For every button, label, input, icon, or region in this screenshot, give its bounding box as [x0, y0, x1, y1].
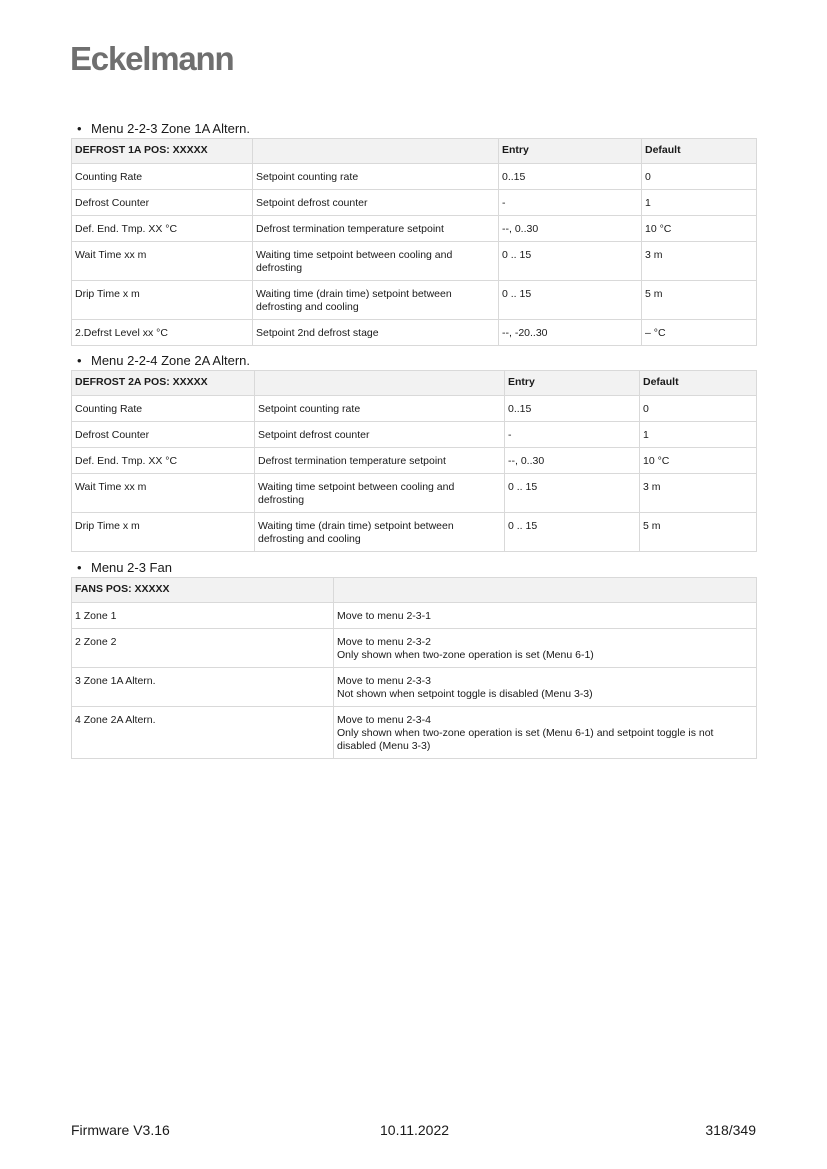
table-cell: Defrost termination temperature setpoint	[253, 216, 499, 242]
table-cell: Wait Time xx m	[72, 242, 253, 281]
table-row	[72, 422, 757, 448]
section-zone-2a	[71, 352, 756, 552]
table-cell: 0	[640, 396, 757, 422]
table-cell: Setpoint defrost counter	[255, 422, 505, 448]
table-cell: 5 m	[642, 281, 757, 320]
table-cell: Setpoint counting rate	[255, 396, 505, 422]
table-cell: Move to menu 2-3-2 Only shown when two-zone operation is set (Menu 6-1)	[334, 629, 757, 668]
table-cell: 3 m	[642, 242, 757, 281]
bullet-icon: •	[77, 353, 82, 368]
table-row	[72, 603, 757, 629]
table-row	[72, 668, 757, 707]
footer-firmware: Firmware V3.16	[71, 1122, 170, 1138]
table-row	[72, 242, 757, 281]
table-cell: Defrost Counter	[72, 422, 255, 448]
table-cell: 5 m	[640, 513, 757, 552]
table-row	[72, 396, 757, 422]
table-header-row	[72, 578, 757, 603]
section-title: Menu 2-2-4 Zone 2A Altern.	[91, 353, 250, 368]
table-cell: -	[499, 190, 642, 216]
table-cell: Counting Rate	[72, 164, 253, 190]
table-cell: Defrost termination temperature setpoint	[255, 448, 505, 474]
table-cell: Defrost Counter	[72, 190, 253, 216]
table-row	[72, 320, 757, 346]
section-heading	[77, 120, 756, 138]
bullet-icon: •	[77, 560, 82, 575]
table-cell: 10 °C	[642, 216, 757, 242]
table-cell: Waiting time setpoint between cooling and defrosting	[253, 242, 499, 281]
table-cell: 0 .. 15	[505, 513, 640, 552]
header-cell: DEFROST 1A POS: XXXXX	[72, 139, 253, 164]
table-cell: Waiting time setpoint between cooling and defrosting	[255, 474, 505, 513]
table-cell: Def. End. Tmp. XX °C	[72, 448, 255, 474]
table-cell: --, 0..30	[499, 216, 642, 242]
section-heading	[77, 352, 756, 370]
table-cell: Counting Rate	[72, 396, 255, 422]
table-cell: Setpoint 2nd defrost stage	[253, 320, 499, 346]
fans-table	[71, 577, 757, 759]
section-title: Menu 2-2-3 Zone 1A Altern.	[91, 121, 250, 136]
table-cell: -	[505, 422, 640, 448]
table-cell: Waiting time (drain time) setpoint between defrosting and cooling	[253, 281, 499, 320]
defrost-1a-table	[71, 138, 757, 346]
section-title: Menu 2-3 Fan	[91, 560, 172, 575]
table-cell: 1	[642, 190, 757, 216]
table-row	[72, 707, 757, 759]
table-cell: --, -20..30	[499, 320, 642, 346]
header-cell: DEFROST 2A POS: XXXXX	[72, 371, 255, 396]
footer-date: 10.11.2022	[380, 1122, 450, 1138]
bullet-icon: •	[77, 121, 82, 136]
table-header-row	[72, 371, 757, 396]
defrost-2a-table	[71, 370, 757, 552]
table-row	[72, 190, 757, 216]
header-cell	[334, 578, 757, 603]
section-fan	[71, 559, 756, 759]
section-zone-1a	[71, 120, 756, 346]
table-cell: Move to menu 2-3-3 Not shown when setpoint toggle is disabled (Menu 3-3)	[334, 668, 757, 707]
header-cell: Entry	[505, 371, 640, 396]
table-cell: Drip Time x m	[72, 513, 255, 552]
table-cell: 0..15	[505, 396, 640, 422]
header-cell	[255, 371, 505, 396]
table-row	[72, 448, 757, 474]
header-cell: Entry	[499, 139, 642, 164]
table-cell: Wait Time xx m	[72, 474, 255, 513]
table-cell: 0 .. 15	[505, 474, 640, 513]
company-logo: Eckelmann	[70, 40, 234, 77]
table-cell: Waiting time (drain time) setpoint between defrosting and cooling	[255, 513, 505, 552]
header-cell: Default	[642, 139, 757, 164]
table-row	[72, 474, 757, 513]
table-cell: 2 Zone 2	[72, 629, 334, 668]
table-cell: 3 Zone 1A Altern.	[72, 668, 334, 707]
table-row	[72, 164, 757, 190]
table-cell: 0 .. 15	[499, 281, 642, 320]
table-cell: 3 m	[640, 474, 757, 513]
footer-page-number: 318/349	[705, 1122, 756, 1138]
table-cell: 1 Zone 1	[72, 603, 334, 629]
header-cell: FANS POS: XXXXX	[72, 578, 334, 603]
header-cell	[253, 139, 499, 164]
table-row	[72, 216, 757, 242]
table-cell: Drip Time x m	[72, 281, 253, 320]
table-row	[72, 629, 757, 668]
header-cell: Default	[640, 371, 757, 396]
table-row	[72, 513, 757, 552]
table-cell: – °C	[642, 320, 757, 346]
section-heading	[77, 559, 756, 577]
table-cell: 0	[642, 164, 757, 190]
table-row	[72, 281, 757, 320]
table-cell: Move to menu 2-3-4 Only shown when two-zone operation is set (Menu 6-1) and setpoint toggle is not disabled (Menu 3-3)	[334, 707, 757, 759]
table-cell: Move to menu 2-3-1	[334, 603, 757, 629]
table-cell: 4 Zone 2A Altern.	[72, 707, 334, 759]
table-cell: 0..15	[499, 164, 642, 190]
table-header-row	[72, 139, 757, 164]
table-cell: Def. End. Tmp. XX °C	[72, 216, 253, 242]
table-cell: Setpoint defrost counter	[253, 190, 499, 216]
table-cell: 1	[640, 422, 757, 448]
table-cell: Setpoint counting rate	[253, 164, 499, 190]
table-cell: --, 0..30	[505, 448, 640, 474]
table-cell: 10 °C	[640, 448, 757, 474]
table-cell: 2.Defrst Level xx °C	[72, 320, 253, 346]
table-cell: 0 .. 15	[499, 242, 642, 281]
